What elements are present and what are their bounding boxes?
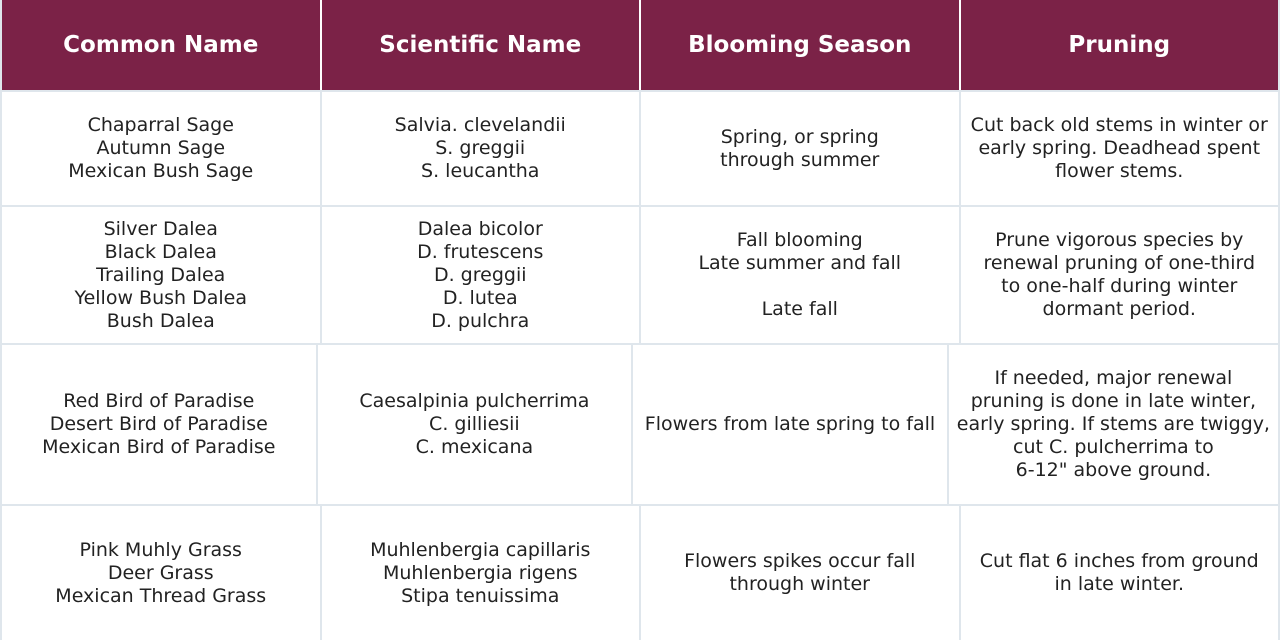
cell-line: Caesalpinia pulcherrima bbox=[359, 390, 590, 412]
cell-common-name bbox=[2, 207, 322, 343]
cell-line: Black Dalea bbox=[104, 240, 217, 263]
cell-line: Late fall bbox=[761, 298, 838, 320]
cell-scientific-name bbox=[322, 207, 642, 343]
cell-pruning bbox=[949, 345, 1278, 504]
cell-line: to one-half during winter bbox=[1001, 275, 1238, 297]
cell-scientific-name bbox=[322, 92, 642, 205]
header-scientific-name: Scientific Name bbox=[322, 0, 642, 90]
cell-line: Late summer and fall bbox=[698, 252, 902, 274]
cell-line: Muhlenbergia rigens bbox=[382, 561, 578, 584]
cell-line: S. greggii bbox=[435, 137, 526, 159]
cell-line: Yellow Bush Dalea bbox=[74, 286, 247, 309]
cell-line: C. gilliesii bbox=[429, 413, 520, 435]
table-row bbox=[2, 205, 1278, 343]
cell-text bbox=[645, 413, 935, 436]
cell-line: Dalea bicolor bbox=[417, 217, 543, 240]
cell-line: Fall blooming bbox=[736, 229, 863, 251]
cell-line: Autumn Sage bbox=[96, 137, 226, 159]
cell-line: in late winter. bbox=[1054, 573, 1185, 595]
cell-line: D. lutea bbox=[442, 286, 518, 309]
cell-line: 6-12" above ground. bbox=[1015, 459, 1212, 481]
cell-line: Prune vigorous species by bbox=[995, 229, 1244, 251]
cell-pruning bbox=[961, 207, 1279, 343]
cell-line: Red Bird of Paradise bbox=[63, 390, 255, 412]
cell-text bbox=[370, 539, 590, 608]
cell-text bbox=[971, 114, 1268, 183]
cell-blooming-season bbox=[633, 345, 949, 504]
cell-text bbox=[684, 550, 915, 596]
cell-line: Mexican Bush Sage bbox=[68, 160, 254, 182]
cell-line: Flowers from late spring to fall bbox=[644, 413, 936, 435]
cell-blooming-season bbox=[641, 506, 961, 640]
cell-line: cut C. pulcherrima to bbox=[1013, 436, 1214, 458]
table-header-row bbox=[2, 0, 1278, 90]
header-blooming-season: Blooming Season bbox=[641, 0, 961, 90]
cell-text bbox=[983, 229, 1255, 321]
cell-text bbox=[42, 390, 275, 459]
cell-blooming-season bbox=[641, 207, 961, 343]
cell-common-name bbox=[2, 345, 318, 504]
cell-common-name bbox=[2, 506, 322, 640]
cell-line: Mexican Thread Grass bbox=[55, 584, 267, 607]
cell-line: pruning is done in late winter, bbox=[970, 390, 1257, 412]
cell-pruning bbox=[961, 506, 1279, 640]
table-row bbox=[2, 343, 1278, 504]
cell-line: Desert Bird of Paradise bbox=[49, 413, 268, 435]
cell-text bbox=[359, 390, 589, 459]
table-body bbox=[2, 90, 1278, 640]
table-row bbox=[2, 504, 1278, 640]
table-row bbox=[2, 90, 1278, 205]
cell-line bbox=[698, 275, 901, 298]
cell-line: Spring, or spring bbox=[720, 125, 879, 148]
cell-pruning bbox=[961, 92, 1279, 205]
cell-line: flower stems. bbox=[1055, 160, 1184, 182]
cell-text bbox=[55, 539, 266, 608]
cell-line: Deer Grass bbox=[107, 561, 214, 584]
cell-line: Mexican Bird of Paradise bbox=[42, 436, 276, 458]
cell-line: Muhlenbergia capillaris bbox=[370, 538, 591, 561]
cell-text bbox=[75, 218, 247, 333]
cell-blooming-season bbox=[641, 92, 961, 205]
cell-line: D. frutescens bbox=[417, 240, 544, 263]
cell-text bbox=[68, 114, 253, 183]
cell-text bbox=[957, 367, 1270, 482]
cell-scientific-name bbox=[322, 506, 642, 640]
cell-line: Salvia. clevelandii bbox=[394, 114, 566, 136]
cell-text bbox=[980, 550, 1259, 596]
cell-line: Stipa tenuissima bbox=[401, 584, 560, 607]
cell-text bbox=[417, 218, 543, 333]
cell-line: D. pulchra bbox=[431, 309, 530, 332]
cell-line: early spring. If stems are twiggy, bbox=[956, 413, 1270, 435]
cell-line: Cut back old stems in winter or bbox=[970, 114, 1268, 136]
cell-line: Silver Dalea bbox=[103, 217, 218, 240]
cell-scientific-name bbox=[318, 345, 634, 504]
cell-line: D. greggii bbox=[433, 263, 527, 286]
cell-text bbox=[395, 114, 566, 183]
cell-text bbox=[698, 229, 901, 321]
cell-line: Bush Dalea bbox=[106, 309, 215, 332]
cell-line: dormant period. bbox=[1042, 298, 1196, 320]
cell-line: S. leucantha bbox=[421, 160, 540, 182]
cell-line: through summer bbox=[720, 148, 880, 171]
cell-common-name bbox=[2, 92, 322, 205]
cell-line: Flowers spikes occur fall bbox=[684, 550, 916, 572]
cell-line: Chaparral Sage bbox=[87, 114, 234, 136]
cell-line: If needed, major renewal bbox=[994, 367, 1233, 389]
cell-line: Pink Muhly Grass bbox=[79, 538, 242, 561]
cell-line: early spring. Deadhead spent bbox=[978, 137, 1261, 159]
cell-line: through winter bbox=[729, 573, 870, 595]
cell-line: renewal pruning of one-third bbox=[983, 252, 1256, 274]
header-common-name: Common Name bbox=[2, 0, 322, 90]
cell-line: Cut flat 6 inches from ground bbox=[979, 550, 1259, 572]
cell-line: Trailing Dalea bbox=[96, 263, 226, 286]
cell-line: C. mexicana bbox=[415, 436, 534, 458]
header-pruning: Pruning bbox=[961, 0, 1279, 90]
cell-text bbox=[720, 126, 879, 172]
